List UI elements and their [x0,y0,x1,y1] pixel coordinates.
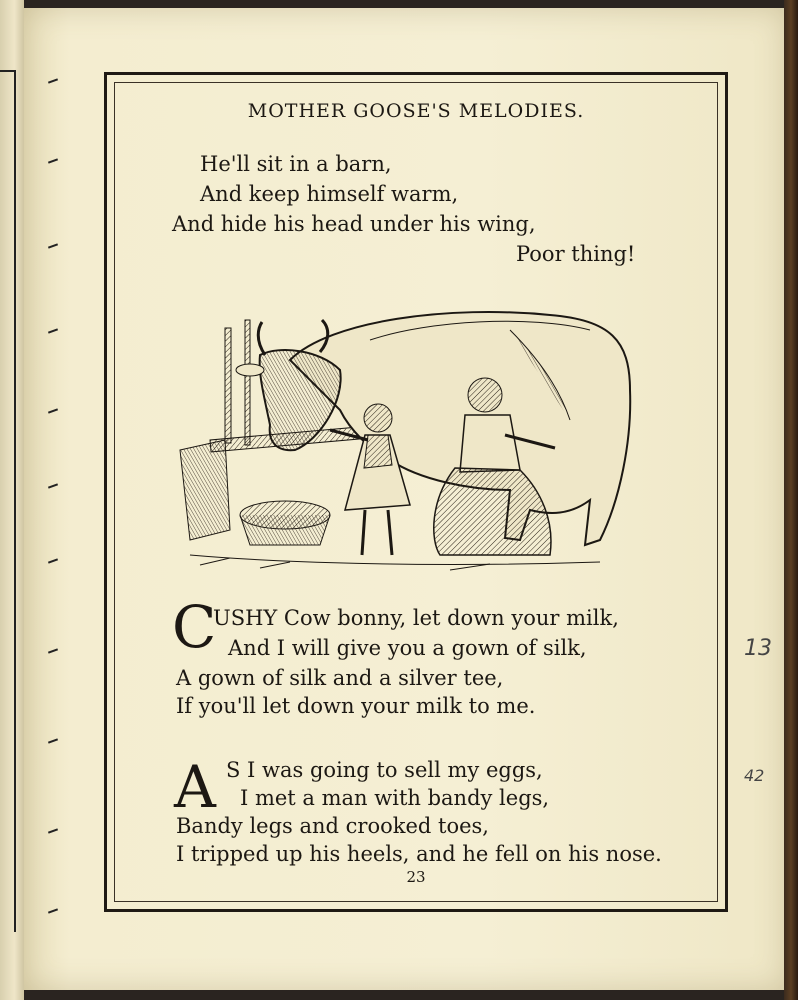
margin-note: 42 [744,766,765,785]
page-number: 23 [406,868,426,886]
running-header: MOTHER GOOSE'S MELODIES. [247,100,585,122]
facing-page-edge [0,0,24,1000]
verse-line: Poor thing! [516,242,636,266]
facing-page-frame [0,70,16,932]
verse-line: S I was going to sell my eggs, [226,758,543,782]
verse-line: And keep himself warm, [200,182,459,206]
verse-line: And I will give you a gown of silk, [228,636,587,660]
drop-cap: A [174,753,216,821]
book-cover-edge [784,0,798,1000]
verse-line: And hide his head under his wing, [172,212,536,236]
verse-line: I tripped up his heels, and he fell on his nose. [176,842,662,866]
verse-line: A gown of silk and a silver tee, [176,666,504,690]
verse-line: If you'll let down your milk to me. [176,694,536,718]
verse-line: USHY Cow bonny, let down your milk, [213,606,619,630]
verse-line: He'll sit in a barn, [200,152,392,176]
cow-milking-engraving-icon [170,300,640,590]
margin-note: 13 [744,636,772,661]
verse-line: I met a man with bandy legs, [240,786,550,810]
verse-line: Bandy legs and crooked toes, [176,814,489,838]
drop-cap: C [172,593,217,661]
